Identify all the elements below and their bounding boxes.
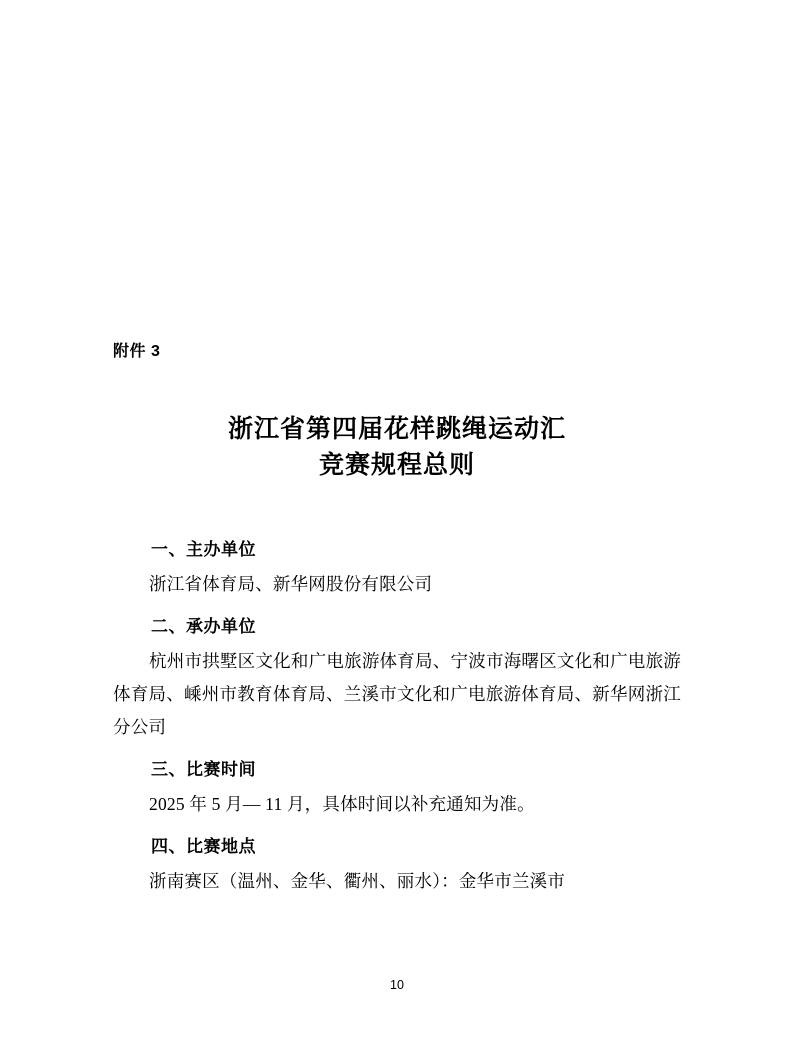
section-body-co-organizer: 杭州市拱墅区文化和广电旅游体育局、宁波市海曙区文化和广电旅游体育局、嵊州市教育体育局、兰溪市文化和广电旅游体育局、新华网浙江分公司 <box>113 651 681 737</box>
section-heading-competition-venue: 四、比赛地点 <box>151 837 256 856</box>
section-heading-organizer: 一、主办单位 <box>151 540 256 559</box>
section-body-competition-time: 2025 年 5 月— 11 月，具体时间以补充通知为准。 <box>149 794 535 814</box>
section-heading-co-organizer: 二、承办单位 <box>151 617 256 636</box>
page-number: 10 <box>390 978 404 992</box>
page-title-line-1: 浙江省第四届花样跳绳运动汇 <box>227 416 566 443</box>
page-title <box>113 412 681 484</box>
attachment-label: 附件 3 <box>113 343 161 360</box>
section-body-competition-venue: 浙南赛区（温州、金华、衢州、丽水）：金华市兰溪市 <box>149 871 566 891</box>
section-heading-competition-time: 三、比赛时间 <box>151 760 256 779</box>
section-body-organizer: 浙江省体育局、新华网股份有限公司 <box>149 574 433 594</box>
document-body <box>113 535 681 898</box>
page-title-line-2: 竞赛规程总则 <box>318 452 475 479</box>
